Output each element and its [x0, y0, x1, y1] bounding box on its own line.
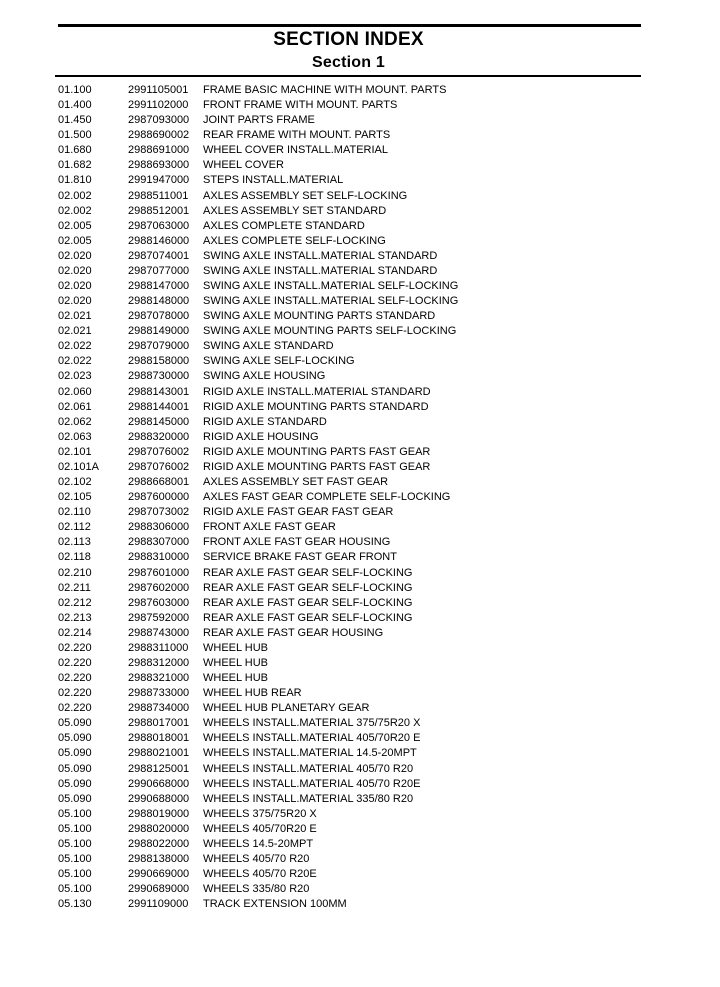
table-row [0, 279, 720, 294]
section-number-cell: 02.211 [58, 581, 91, 594]
section-number-cell: 02.213 [58, 611, 92, 624]
section-number-cell: 02.063 [58, 430, 92, 443]
table-row [0, 882, 720, 897]
part-number-cell: 2988743000 [128, 626, 190, 639]
section-number-cell: 02.210 [58, 566, 92, 579]
section-number-cell: 01.682 [58, 159, 92, 172]
section-number-cell: 02.020 [58, 249, 92, 262]
description-cell: AXLES ASSEMBLY SET SELF-LOCKING [203, 189, 408, 202]
table-row [0, 837, 720, 852]
table-row [0, 535, 720, 550]
part-number-cell: 2988019000 [128, 807, 190, 820]
section-number-cell: 02.220 [58, 672, 92, 685]
section-number-cell: 05.090 [58, 717, 92, 730]
part-number-cell: 2988321000 [128, 672, 190, 685]
table-row [0, 354, 720, 369]
part-number-cell: 2988733000 [128, 687, 190, 700]
description-cell: AXLES ASSEMBLY SET STANDARD [203, 204, 387, 217]
section-number-cell: 02.062 [58, 415, 92, 428]
section-number-cell: 05.130 [58, 898, 92, 911]
page-subtitle: Section 1 [312, 54, 385, 71]
section-number-cell: 05.100 [58, 837, 92, 850]
section-number-cell: 01.450 [58, 114, 92, 127]
table-row [0, 219, 720, 234]
description-cell: SWING AXLE STANDARD [203, 340, 334, 353]
description-cell: REAR AXLE FAST GEAR SELF-LOCKING [203, 596, 413, 609]
table-row [0, 475, 720, 490]
description-cell: REAR FRAME WITH MOUNT. PARTS [203, 129, 391, 142]
part-number-cell: 2988311000 [128, 641, 189, 654]
description-cell: WHEEL COVER [203, 159, 284, 172]
description-cell: WHEEL HUB [203, 672, 268, 685]
part-number-cell: 2988691000 [128, 144, 190, 157]
description-cell: WHEELS 14.5-20MPT [203, 837, 314, 850]
table-row [0, 249, 720, 264]
table-row [0, 520, 720, 535]
description-cell: REAR AXLE FAST GEAR HOUSING [203, 626, 384, 639]
description-cell: WHEEL HUB REAR [203, 687, 302, 700]
table-row [0, 324, 720, 339]
part-number-cell: 2990668000 [128, 777, 190, 790]
section-number-cell: 02.112 [58, 521, 91, 534]
description-cell: REAR AXLE FAST GEAR SELF-LOCKING [203, 581, 413, 594]
table-row [0, 867, 720, 882]
description-cell: SWING AXLE SELF-LOCKING [203, 355, 355, 368]
part-number-cell: 2988138000 [128, 852, 190, 865]
section-number-cell: 05.090 [58, 747, 92, 760]
document-header [0, 28, 697, 73]
table-row [0, 294, 720, 309]
table-row [0, 807, 720, 822]
part-number-cell: 2988512001 [128, 204, 190, 217]
description-cell: WHEELS INSTALL.MATERIAL 405/70 R20E [203, 777, 421, 790]
table-row [0, 611, 720, 626]
description-cell: AXLES COMPLETE SELF-LOCKING [203, 234, 386, 247]
section-number-cell: 05.090 [58, 792, 92, 805]
description-cell: SWING AXLE HOUSING [203, 370, 326, 383]
part-number-cell: 2987592000 [128, 611, 190, 624]
part-number-cell: 2988690002 [128, 129, 190, 142]
section-number-cell: 02.021 [58, 310, 92, 323]
part-number-cell: 2987079000 [128, 340, 190, 353]
table-row [0, 762, 720, 777]
part-number-cell: 2987078000 [128, 310, 190, 323]
table-row [0, 460, 720, 475]
table-row [0, 792, 720, 807]
part-number-cell: 2988307000 [128, 536, 190, 549]
description-cell: WHEEL HUB [203, 656, 268, 669]
table-row [0, 128, 720, 143]
table-row [0, 490, 720, 505]
description-cell: RIGID AXLE STANDARD [203, 415, 327, 428]
description-cell: WHEELS 405/70 R20E [203, 868, 317, 881]
description-cell: STEPS INSTALL.MATERIAL [203, 174, 344, 187]
part-number-cell: 2988147000 [128, 280, 190, 293]
section-number-cell: 02.020 [58, 280, 92, 293]
table-row [0, 505, 720, 520]
part-number-cell: 2988310000 [128, 551, 190, 564]
table-row [0, 143, 720, 158]
section-number-cell: 02.220 [58, 687, 92, 700]
part-number-cell: 2987601000 [128, 566, 190, 579]
part-number-cell: 2988668001 [128, 476, 190, 489]
section-number-cell: 05.090 [58, 732, 92, 745]
description-cell: RIGID AXLE MOUNTING PARTS FAST GEAR [203, 460, 431, 473]
description-cell: AXLES FAST GEAR COMPLETE SELF-LOCKING [203, 491, 451, 504]
part-number-cell: 2987600000 [128, 491, 190, 504]
table-row [0, 566, 720, 581]
description-cell: WHEEL COVER INSTALL.MATERIAL [203, 144, 389, 157]
section-number-cell: 02.212 [58, 596, 92, 609]
section-number-cell: 02.005 [58, 234, 92, 247]
description-cell: JOINT PARTS FRAME [203, 114, 315, 127]
description-cell: RIGID AXLE FAST GEAR FAST GEAR [203, 506, 394, 519]
table-row [0, 641, 720, 656]
part-number-cell: 2988143001 [128, 385, 190, 398]
part-number-cell: 2987074001 [128, 249, 190, 262]
section-number-cell: 02.022 [58, 340, 92, 353]
description-cell: WHEEL HUB [203, 641, 268, 654]
table-row [0, 671, 720, 686]
part-number-cell: 2988125001 [128, 762, 190, 775]
part-number-cell: 2988511001 [128, 189, 189, 202]
section-number-cell: 02.214 [58, 626, 92, 639]
section-number-cell: 02.005 [58, 219, 92, 232]
section-number-cell: 02.020 [58, 295, 92, 308]
section-number-cell: 05.100 [58, 852, 92, 865]
table-row [0, 626, 720, 641]
part-number-cell: 2988146000 [128, 234, 190, 247]
part-number-cell: 2988158000 [128, 355, 190, 368]
table-row [0, 731, 720, 746]
description-cell: WHEELS INSTALL.MATERIAL 405/70 R20 [203, 762, 414, 775]
part-number-cell: 2988145000 [128, 415, 190, 428]
description-cell: TRACK EXTENSION 100MM [203, 898, 347, 911]
part-number-cell: 2988020000 [128, 822, 190, 835]
part-number-cell: 2987077000 [128, 264, 190, 277]
section-number-cell: 02.021 [58, 325, 92, 338]
section-number-cell: 05.090 [58, 762, 92, 775]
section-number-cell: 02.002 [58, 189, 92, 202]
description-cell: SERVICE BRAKE FAST GEAR FRONT [203, 551, 397, 564]
table-row [0, 822, 720, 837]
table-row [0, 716, 720, 731]
description-cell: FRONT AXLE FAST GEAR [203, 521, 336, 534]
section-number-cell: 02.101 [58, 445, 92, 458]
description-cell: AXLES ASSEMBLY SET FAST GEAR [203, 476, 389, 489]
section-number-cell: 01.400 [58, 99, 92, 112]
part-number-cell: 2988148000 [128, 295, 190, 308]
description-cell: REAR AXLE FAST GEAR SELF-LOCKING [203, 611, 413, 624]
table-row [0, 430, 720, 445]
table-row [0, 309, 720, 324]
section-number-cell: 02.220 [58, 656, 92, 669]
part-number-cell: 2987603000 [128, 596, 190, 609]
part-number-cell: 2988149000 [128, 325, 190, 338]
table-row [0, 264, 720, 279]
table-row [0, 234, 720, 249]
table-row [0, 550, 720, 565]
table-row [0, 98, 720, 113]
table-row [0, 385, 720, 400]
section-number-cell: 02.102 [58, 476, 92, 489]
table-row [0, 369, 720, 384]
part-number-cell: 2987076002 [128, 460, 190, 473]
table-row [0, 189, 720, 204]
part-number-cell: 2988021001 [128, 747, 190, 760]
part-number-cell: 2988693000 [128, 159, 190, 172]
table-row [0, 777, 720, 792]
description-cell: WHEELS 375/75R20 X [203, 807, 317, 820]
description-cell: SWING AXLE MOUNTING PARTS SELF-LOCKING [203, 325, 457, 338]
section-number-cell: 05.100 [58, 822, 92, 835]
description-cell: FRONT FRAME WITH MOUNT. PARTS [203, 99, 398, 112]
description-cell: SWING AXLE INSTALL.MATERIAL SELF-LOCKING [203, 295, 459, 308]
part-number-cell: 2987073002 [128, 506, 190, 519]
section-index-table [0, 83, 720, 912]
part-number-cell: 2988306000 [128, 521, 190, 534]
description-cell: FRONT AXLE FAST GEAR HOUSING [203, 536, 391, 549]
section-number-cell: 02.101A [58, 460, 99, 473]
table-row [0, 581, 720, 596]
section-number-cell: 02.022 [58, 355, 92, 368]
table-row [0, 83, 720, 98]
header-top-rule [58, 24, 641, 27]
section-number-cell: 02.220 [58, 702, 92, 715]
table-row [0, 897, 720, 912]
table-row [0, 596, 720, 611]
part-number-cell: 2988730000 [128, 370, 190, 383]
description-cell: FRAME BASIC MACHINE WITH MOUNT. PARTS [203, 84, 447, 96]
table-row [0, 445, 720, 460]
section-number-cell: 02.060 [58, 385, 92, 398]
description-cell: SWING AXLE INSTALL.MATERIAL STANDARD [203, 249, 438, 262]
description-cell: SWING AXLE INSTALL.MATERIAL SELF-LOCKING [203, 280, 459, 293]
section-number-cell: 02.105 [58, 491, 92, 504]
description-cell: WHEEL HUB PLANETARY GEAR [203, 702, 370, 715]
part-number-cell: 2988144001 [128, 400, 190, 413]
table-row [0, 746, 720, 761]
part-number-cell: 2988734000 [128, 702, 190, 715]
part-number-cell: 2991102000 [128, 99, 189, 112]
part-number-cell: 2987063000 [128, 219, 190, 232]
table-row [0, 113, 720, 128]
description-cell: RIGID AXLE HOUSING [203, 430, 319, 443]
section-number-cell: 01.810 [58, 174, 92, 187]
description-cell: WHEELS INSTALL.MATERIAL 335/80 R20 [203, 792, 414, 805]
section-number-cell: 02.220 [58, 641, 92, 654]
description-cell: SWING AXLE MOUNTING PARTS STANDARD [203, 310, 436, 323]
table-row [0, 158, 720, 173]
section-number-cell: 01.500 [58, 129, 92, 142]
section-number-cell: 05.100 [58, 883, 92, 896]
section-index-body [0, 83, 720, 912]
table-row [0, 852, 720, 867]
section-number-cell: 02.061 [58, 400, 92, 413]
description-cell: WHEELS INSTALL.MATERIAL 405/70R20 E [203, 732, 421, 745]
table-row [0, 339, 720, 354]
description-cell: RIGID AXLE MOUNTING PARTS FAST GEAR [203, 445, 431, 458]
description-cell: AXLES COMPLETE STANDARD [203, 219, 365, 232]
description-cell: SWING AXLE INSTALL.MATERIAL STANDARD [203, 264, 438, 277]
part-number-cell: 2987093000 [128, 114, 190, 127]
part-number-cell: 2988312000 [128, 656, 190, 669]
section-number-cell: 02.110 [58, 506, 91, 519]
description-cell: RIGID AXLE MOUNTING PARTS STANDARD [203, 400, 429, 413]
section-number-cell: 02.002 [58, 204, 92, 217]
section-number-cell: 01.680 [58, 144, 92, 157]
description-cell: WHEELS 405/70R20 E [203, 822, 317, 835]
section-number-cell: 02.023 [58, 370, 92, 383]
section-number-cell: 02.113 [58, 536, 91, 549]
table-row [0, 400, 720, 415]
table-row [0, 415, 720, 430]
section-number-cell: 05.090 [58, 777, 92, 790]
part-number-cell: 2988022000 [128, 837, 190, 850]
table-row [0, 173, 720, 188]
part-number-cell: 2987076002 [128, 445, 190, 458]
header-bottom-rule [55, 75, 641, 77]
part-number-cell: 2988018001 [128, 732, 190, 745]
section-number-cell: 02.118 [58, 551, 91, 564]
description-cell: WHEELS 405/70 R20 [203, 852, 310, 865]
table-row [0, 204, 720, 219]
part-number-cell: 2990689000 [128, 883, 190, 896]
section-number-cell: 02.020 [58, 264, 92, 277]
section-number-cell: 05.100 [58, 868, 92, 881]
description-cell: REAR AXLE FAST GEAR SELF-LOCKING [203, 566, 413, 579]
part-number-cell: 2990669000 [128, 868, 190, 881]
table-row [0, 686, 720, 701]
page-title: SECTION INDEX [273, 29, 424, 50]
part-number-cell: 2988320000 [128, 430, 190, 443]
table-row [0, 701, 720, 716]
part-number-cell: 2991947000 [128, 174, 190, 187]
part-number-cell: 2987602000 [128, 581, 190, 594]
table-row [0, 656, 720, 671]
description-cell: WHEELS 335/80 R20 [203, 883, 310, 896]
section-number-cell: 01.100 [58, 84, 92, 96]
description-cell: RIGID AXLE INSTALL.MATERIAL STANDARD [203, 385, 431, 398]
part-number-cell: 2988017001 [128, 717, 190, 730]
description-cell: WHEELS INSTALL.MATERIAL 375/75R20 X [203, 717, 421, 730]
part-number-cell: 2990688000 [128, 792, 190, 805]
description-cell: WHEELS INSTALL.MATERIAL 14.5-20MPT [203, 747, 417, 760]
part-number-cell: 2991109000 [128, 898, 189, 911]
part-number-cell: 2991105001 [128, 84, 189, 96]
section-number-cell: 05.100 [58, 807, 92, 820]
